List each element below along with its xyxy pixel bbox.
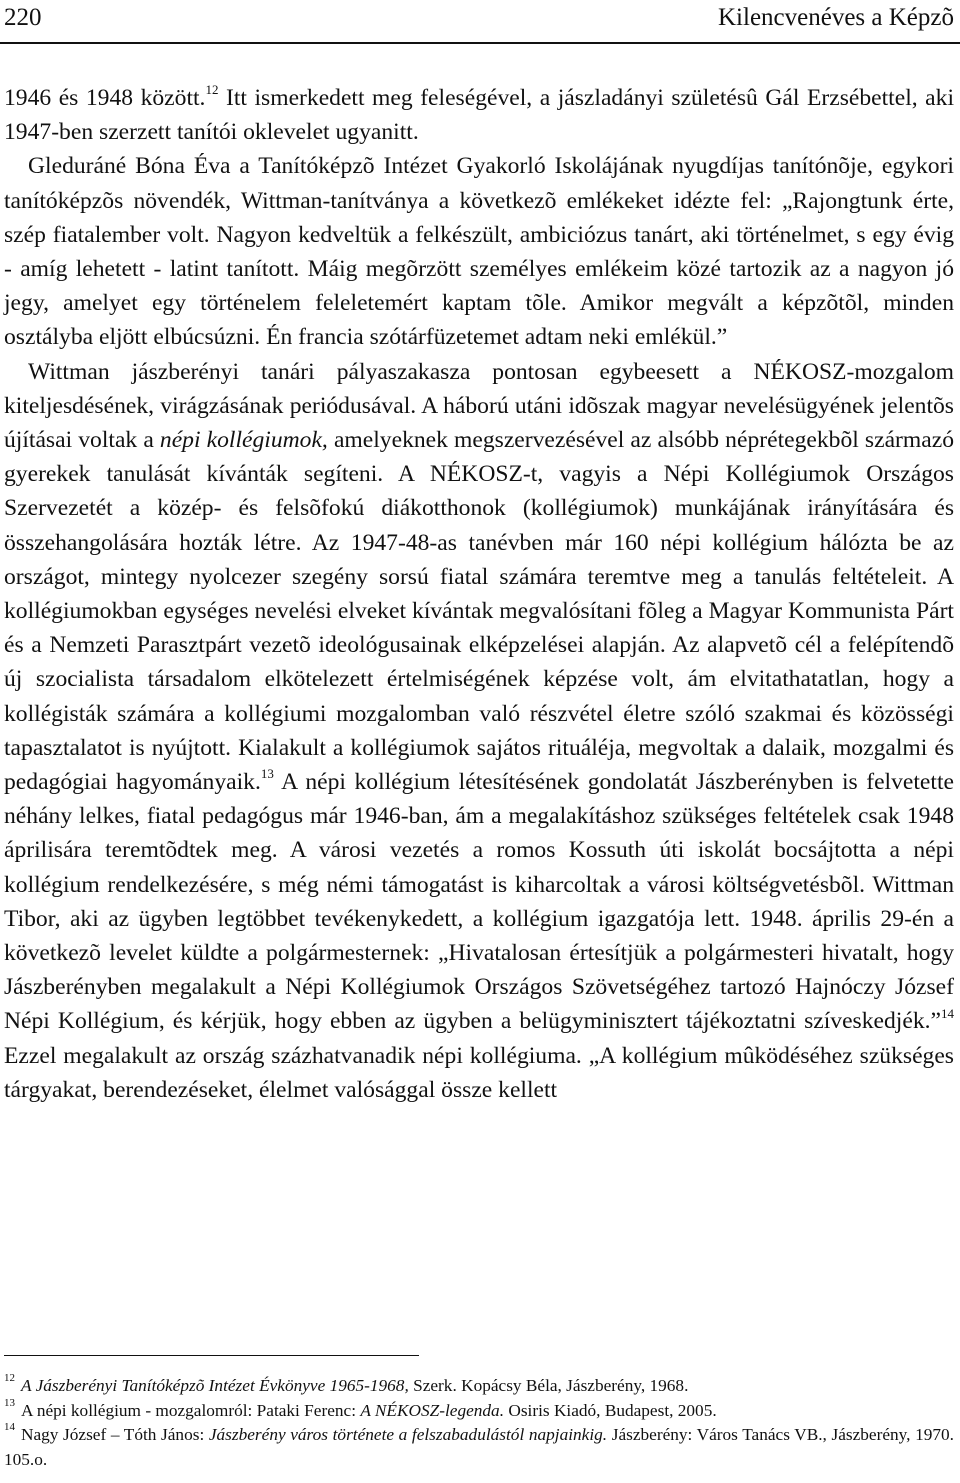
footnotes [4,1374,954,1472]
italic-text: népi kollégiumok, [159,427,328,454]
italic-text: A NÉKOSZ-legenda. [360,1400,505,1420]
text-run: Nagy József – Tóth János: [21,1425,209,1445]
footnote-ref: 13 [260,766,274,782]
body-text [4,81,954,1107]
footnote-ref: 12 [205,82,219,98]
text-run: A népi kollégium létesítésének gondolatát Jászberényben is felvetette néhány lelkes, fiatal pedagógus már 1946-ban, ám a megalakításhoz szükséges feltételek csak 1948 áprilisára teremtõdtek meg. A városi vezetés a romos Kossuth úti iskolát bocsájtotta a népi kollégium rendelkezésére, s még némi támogatást is kiharcoltak a városi költségvetésbõl. Wittman Tibor, aki az ügyben legtöbbet tevékenykedett, a kollégium igazgatója lett. 1948. április 29-én a következõ levelet küldte a polgármesternek: „Hivatalosan értesítjük a polgármesteri hivatalt, hogy Jászberényben megalakult a Népi Kollégiumok Országos Szövetségéhez tartozó Hajnóczy József Népi Kollégium, és kérjük, hogy ebben az ügyben a belügyminisztert tájékoztatni szíveskedjék.” [4,769,954,1035]
footnote-number: 12 [4,1372,15,1385]
running-header [0,0,960,44]
footnote-number: 14 [4,1421,15,1434]
footnote-13 [4,1396,954,1424]
paragraph-2 [4,149,954,354]
italic-text: A Jászberényi Tanítóképzõ Intézet Évkönyve 1965-1968, [21,1376,409,1395]
paragraph-3 [4,355,954,1107]
text-run: Gleduráné Bóna Éva a Tanítóképzõ Intézet Gyakorló Iskolájának nyugdíjas tanítónõje, egykori tanítóképzõs növendék, Wittman-tanítványa a következõ emlékeket idézte fel: „Rajongtunk érte, szép fiatalember volt. Nagyon kedveltük a felkészült, ambiciózus tanárt, aki történelmet, s egy évig - amíg lehetett - latint tanított. Máig megõrzött személyes emlékeim közé tartozik az a nagyon jó jegy, amelyet egy történelem feleletemért kaptam tõle. Amikor megvált a képzõtõl, minden osztályba eljött elbúcsúzni. Én francia szótárfüzetemet adtam neki emlékül.” [4,153,954,351]
footnote-14 [4,1423,954,1472]
text-run: 1946 és 1948 között. [4,85,206,111]
text-run: Szerk. Kopácsy Béla, Jászberény, 1968. [408,1376,689,1395]
text-run: A népi kollégium - mozgalomról: Pataki Ferenc: [21,1400,361,1420]
paragraph-1 [4,81,954,149]
text-run: Osiris Kiadó, Budapest, 2005. [504,1400,717,1420]
text-run: Jászberény: Város Tanács VB., Jászberény, 1970. 105.o. [4,1425,954,1469]
text-run: Ezzel megalakult az ország százhatvanadik népi kollégiuma. „A kollégium mûködéséhez szükséges tárgyakat, berendezéseket, élelmet valósággal össze kellett [4,1042,954,1103]
running-title: Kilencvenéves a Képzõ [718,4,954,31]
text-run: amelyeknek megszervezésével az alsóbb néprétegekbõl származó gyerekek tanulását kívánták segíteni. A NÉKOSZ-t, vagyis a Népi Kollégiumok Országos Szervezetét a közép- és felsõfokú diákotthonok (kollégiumok) munkájának irányítására és összehangolására hozták létre. Az 1947-48-as tanévben már 160 népi kollégium hálózta be az országot, mintegy nyolcezer szegény sorsú fiatal számára teremtve meg a tanulás feltételeit. A kollégiumokban egységes nevelési elveket kívántak megvalósítani fõleg a Magyar Kommunista Párt és a Nemzeti Parasztpárt vezetõ ideológusainak elképzelései alapján. Az alapvetõ cél a felépítendõ új szocialista társadalom elkötelezett értelmiségének képzése volt, ám elvitathatatlan, hogy a kollégisták számára a kollégiumi mozgalomban való részvétel életre szóló szakmai és közösségi tapasztalatot is nyújtott. Kialakult a kollégiumok sajátos rituáléja, megvoltak a dalaik, mozgalmi és pedagógiai hagyományaik. [4,427,954,796]
text-run: Itt ismerkedett meg feleségével, a jászladányi születésû Gál Erzsébettel, aki 1947-ben szerzett tanítói oklevelet ugyanitt. [4,85,954,146]
footnote-12 [4,1374,954,1399]
footnote-separator [4,1355,419,1356]
footnote-ref: 14 [941,1005,954,1021]
page-number: 220 [4,4,42,31]
footnote-number: 13 [4,1396,15,1409]
italic-text: Jászberény város története a felszabadulástól napjainkig. [208,1425,608,1445]
text-run: Wittman jászberényi tanári pályaszakasza pontosan egybeesett a NÉKOSZ-mozgalom kiteljesdésének, virágzásának periódusával. A háború utáni idõszak magyar nevelésügyének jelentõs újításai voltak a [4,358,954,454]
